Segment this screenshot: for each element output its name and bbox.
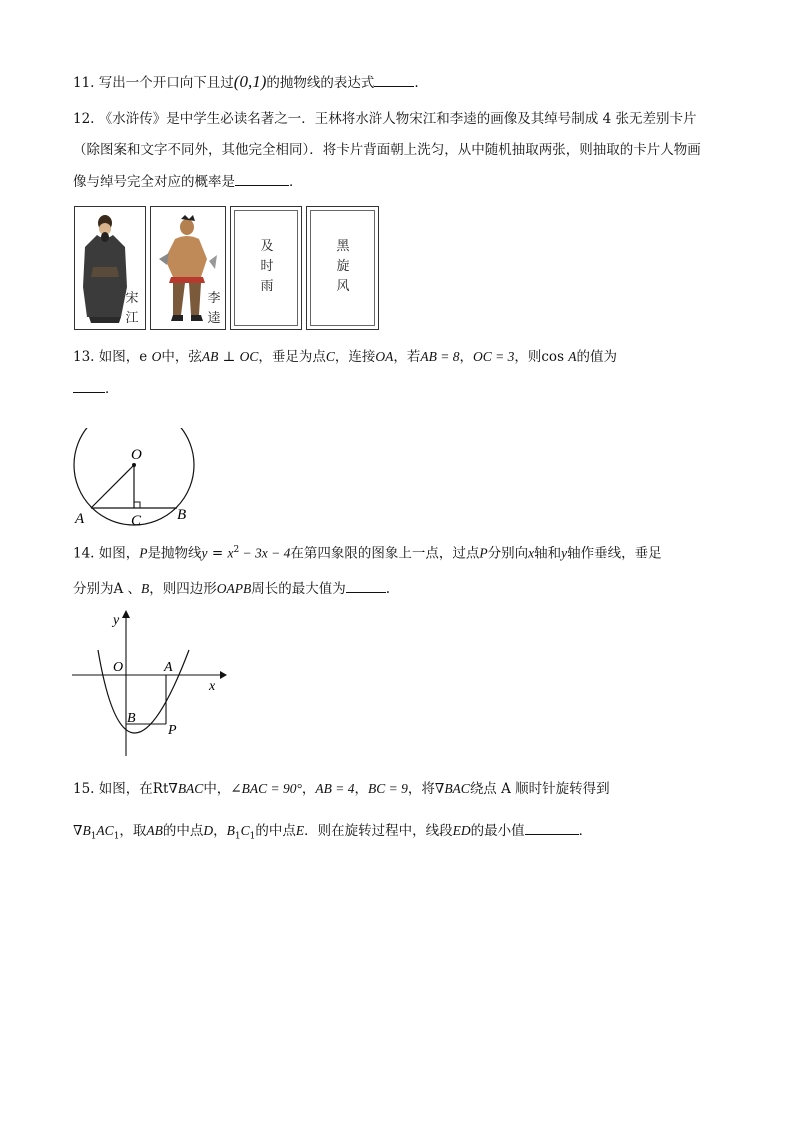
segment-oa <box>91 465 134 508</box>
label-o: O <box>113 660 124 675</box>
label-o: O <box>131 447 142 463</box>
card-3-nickname: 及 时 雨 <box>260 239 274 294</box>
q11-number: 11. <box>73 75 95 91</box>
question-12-line-3 <box>73 171 303 192</box>
question-15: 15. 如图，在Rt∇BAC中，∠BAC = 90°，AB = 4，BC = 9，将∇BAC绕点 A 顺时针旋转得到 <box>73 781 610 797</box>
question-14-line-2: 分别为A 、B，则四边形OAPB周长的最大值为 . <box>73 578 390 599</box>
center-point <box>132 463 136 467</box>
q11-point: (0,1) <box>233 72 267 91</box>
parabola-curve <box>98 650 189 733</box>
card-4-nickname: 黑 旋 风 <box>336 239 350 294</box>
card-li-kui <box>150 206 226 330</box>
q12-line-1: 《水浒传》是中学生必读名著之一．王林将水浒人物宋江和李逵的画像及其绰号制成 4 张无差别卡片 <box>98 111 697 127</box>
figure-14-parabola-diagram <box>68 606 228 758</box>
q12-line-3: 像与绰号完全对应的概率是 <box>73 174 235 190</box>
q12-answer-blank <box>235 171 289 186</box>
q11-text-after: 的抛物线的表达式 <box>266 75 375 91</box>
q11-end: . <box>414 75 419 91</box>
question-15-line-2: $\nabla B_1AC_1$，取AB的中点D，$B_1C_1$的中点E．则在旋转过程中，线段ED的最小值 ． <box>73 820 592 847</box>
question-14: 14. 如图，P是抛物线$y = x^2 - 3x - 4$在第四象限的图象上一点，过点P分别向x轴和y轴作垂线，垂足 <box>73 545 662 562</box>
question-11 <box>73 72 419 93</box>
label-x: x <box>209 679 216 694</box>
q14-number: 14. <box>73 545 95 562</box>
card-2-name: 李 逵 <box>207 291 221 326</box>
label-p: P <box>168 723 177 738</box>
question-13-line-2: ． <box>73 378 119 399</box>
q11-text-before: 写出一个开口向下且过 <box>98 75 234 91</box>
q15-answer-blank <box>525 820 579 835</box>
question-12-line-2 <box>73 140 701 160</box>
label-b: B <box>127 711 136 726</box>
q13-answer-blank <box>73 378 105 393</box>
q12-number: 12. <box>73 111 95 127</box>
q15-number: 15. <box>73 781 95 797</box>
card-1-name: 宋 江 <box>125 291 139 326</box>
q12-line-2: （除图案和文字不同外，其他完全相同）．将卡片背面朝上洗匀，从中随机抽取两张，则抽取的卡片人物画 <box>73 142 701 158</box>
card-hei-xuan-feng <box>306 206 379 330</box>
q12-end: ． <box>289 174 303 190</box>
q13-number: 13. <box>73 349 95 365</box>
card-song-jiang <box>74 206 146 330</box>
question-12-line-1 <box>73 109 696 129</box>
label-y: y <box>113 613 120 628</box>
right-angle-mark <box>134 502 140 508</box>
question-13: 13. 如图，e O中，弦AB ⊥ OC，垂足为点C，连接OA，若AB = 8，OC = 3，则cos A的值为 <box>73 349 618 365</box>
card-ji-shi-yu <box>230 206 302 330</box>
x-axis-arrow-icon <box>220 671 227 679</box>
figure-13-circle-diagram <box>68 428 203 528</box>
label-a: A <box>164 660 173 675</box>
label-a: A <box>75 511 85 527</box>
y-axis-arrow-icon <box>122 610 130 618</box>
label-c: C <box>131 513 142 528</box>
q11-answer-blank <box>374 72 414 87</box>
q14-answer-blank <box>346 578 386 593</box>
label-b: B <box>177 507 187 523</box>
